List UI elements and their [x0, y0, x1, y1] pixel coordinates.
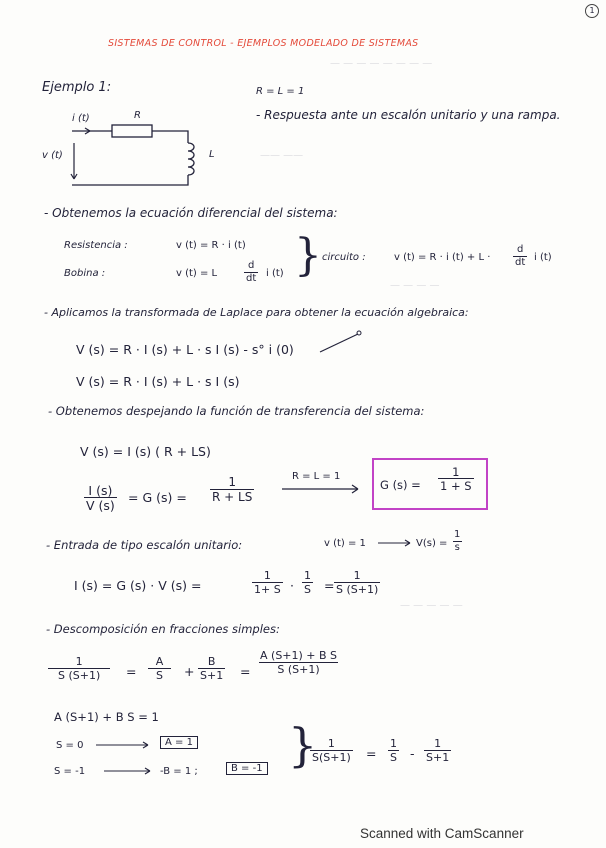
substitution-arrow: [280, 484, 364, 494]
lhs-denominator: V (s): [86, 498, 115, 514]
equals-sign: =: [366, 746, 377, 761]
voltage-label: v (t): [42, 150, 63, 161]
rhs-denominator: R + LS: [212, 489, 253, 504]
equals-sign: =: [324, 578, 335, 593]
minus-sign: -: [410, 746, 415, 761]
fraction-1: [252, 570, 283, 595]
fraction-3-numerator: 1: [353, 569, 361, 582]
condition-label: R = L = 1: [256, 86, 305, 97]
step-denominator: s: [454, 541, 460, 553]
step-laplace: V(s) =: [416, 538, 448, 549]
pf-original: [48, 656, 110, 681]
result-numerator: 1: [327, 737, 335, 750]
transfer-middle: = G (s) =: [128, 490, 187, 505]
resistance-label: Resistencia :: [64, 240, 128, 251]
fraction-3-denominator: S (S+1): [336, 582, 379, 596]
result-denominator: S(S+1): [312, 750, 351, 764]
transfer-function-label: G (s) =: [380, 478, 421, 492]
equals-sign: =: [126, 664, 137, 679]
coefficient-equation: A (S+1) + B S = 1: [54, 710, 159, 724]
term-2-numerator: 1: [434, 737, 442, 750]
pf-b-denominator: S+1: [200, 668, 224, 682]
plus-sign: +: [184, 664, 195, 679]
scanner-watermark: Scanned with CamScanner: [360, 826, 524, 841]
case-s-zero: S = 0: [56, 740, 84, 751]
equals-sign: =: [240, 664, 251, 679]
bleed-through-text: —— ——: [260, 150, 304, 161]
result-a-box: A = 1: [160, 736, 198, 749]
pf-combined: [258, 650, 339, 675]
current-equation: I (s) = G (s) · V (s) =: [74, 578, 202, 593]
transfer-denominator: 1 + S: [440, 479, 472, 494]
page-title: SISTEMAS DE CONTROL - EJEMPLOS MODELADO DE SISTEMAS: [108, 38, 419, 49]
case-s-minus-one: S = -1: [54, 766, 86, 777]
section5-heading: - Descomposición en fracciones simples:: [46, 622, 280, 636]
case-arrow: [94, 740, 154, 750]
current-label: i (t): [72, 113, 90, 124]
multiplication-dot: ·: [290, 578, 294, 593]
brace-symbol: }: [294, 230, 322, 281]
circuit-label: circuito :: [322, 252, 366, 263]
fraction-2: [302, 570, 313, 595]
lhs-numerator: I (s): [88, 483, 113, 498]
inductor-coil: [188, 143, 194, 175]
pf-a-denominator: S: [148, 668, 171, 682]
resistor-label: R: [134, 110, 141, 121]
bleed-through-text: — — — —: [390, 280, 440, 291]
step-laplace-fraction: [452, 530, 462, 553]
inductor-equation-left: v (t) = L: [176, 268, 218, 279]
example-label: Ejemplo 1:: [42, 80, 112, 95]
circuit-equation: v (t) = R · i (t) + L ·: [394, 252, 491, 263]
result-fraction: [310, 738, 353, 763]
section3-heading: - Obtenemos despejando la función de transferencia del sistema:: [48, 404, 425, 418]
substitution-label: R = L = 1: [292, 471, 341, 482]
transfer-function-fraction: [438, 466, 474, 492]
inductor-derivative: [244, 261, 258, 284]
transfer-equation-1: V (s) = I (s) ( R + LS): [80, 444, 211, 459]
resistor-symbol: [112, 125, 152, 137]
term-2-denominator: S+1: [426, 750, 450, 764]
top-wire-right: [152, 131, 188, 143]
case-arrow: [102, 766, 156, 776]
derivative-numerator: d: [516, 244, 524, 255]
pf-a: [148, 656, 171, 681]
bleed-through-text: — — — — —: [400, 600, 463, 611]
result-b-box: B = -1: [226, 762, 268, 775]
circuit-derivative: [513, 245, 527, 268]
result-term-1: [388, 738, 399, 763]
page-number: 1: [585, 4, 599, 18]
case2-middle: -B = 1 ;: [160, 766, 198, 777]
inductor-label: L: [209, 149, 215, 160]
bleed-through-text: — — — — — — — —: [330, 58, 433, 69]
section2-heading: - Aplicamos la transformada de Laplace para obtener la ecuación algebraica:: [44, 306, 469, 319]
voltage-arrow: [71, 143, 77, 179]
section4-heading: - Entrada de tipo escalón unitario:: [46, 538, 243, 552]
laplace-equation-2: V (s) = R · I (s) + L · s I (s): [76, 374, 240, 389]
resistance-equation: v (t) = R · i (t): [176, 240, 246, 251]
result-term-2: [424, 738, 451, 763]
inductor-equation-right: i (t): [266, 268, 284, 279]
pf-combined-denominator: S (S+1): [259, 662, 337, 676]
lhs-fraction: [84, 484, 117, 512]
strike-mark: [318, 330, 362, 356]
pf-a-numerator: A: [155, 655, 164, 668]
pf-combined-numerator: A (S+1) + B S: [260, 649, 338, 662]
fraction-3: [334, 570, 380, 595]
step-numerator: 1: [454, 529, 461, 540]
fraction-1-numerator: 1: [263, 569, 271, 582]
term-1-denominator: S: [390, 750, 397, 764]
input-arrow: [376, 538, 416, 548]
laplace-equation-1: V (s) = R · I (s) + L · s I (s) - s° i (0): [76, 342, 294, 357]
fraction-2-numerator: 1: [304, 569, 311, 582]
bottom-wire: [72, 175, 188, 185]
rhs-numerator: 1: [228, 475, 236, 489]
response-note: - Respuesta ante un escalón unitario y una rampa.: [256, 108, 561, 122]
brace-symbol: }: [288, 718, 318, 772]
fraction-2-denominator: S: [304, 582, 311, 596]
inductor-eq-label: Bobina :: [64, 268, 106, 279]
fraction-1-denominator: 1+ S: [254, 582, 281, 596]
pf-b-numerator: B: [207, 655, 216, 668]
pf-b: [198, 656, 225, 681]
pf-original-numerator: 1: [75, 655, 83, 668]
transfer-numerator: 1: [452, 465, 460, 479]
circuit-equation-end: i (t): [534, 252, 552, 263]
derivative-numerator: d: [247, 260, 255, 271]
term-1-numerator: 1: [390, 737, 397, 750]
derivative-denominator: dt: [515, 256, 526, 268]
pf-original-denominator: S (S+1): [48, 668, 110, 682]
derivative-denominator: dt: [246, 272, 257, 284]
section1-heading: - Obtenemos la ecuación diferencial del sistema:: [44, 206, 338, 220]
step-input: v (t) = 1: [324, 538, 366, 549]
rhs-fraction: [210, 476, 254, 503]
